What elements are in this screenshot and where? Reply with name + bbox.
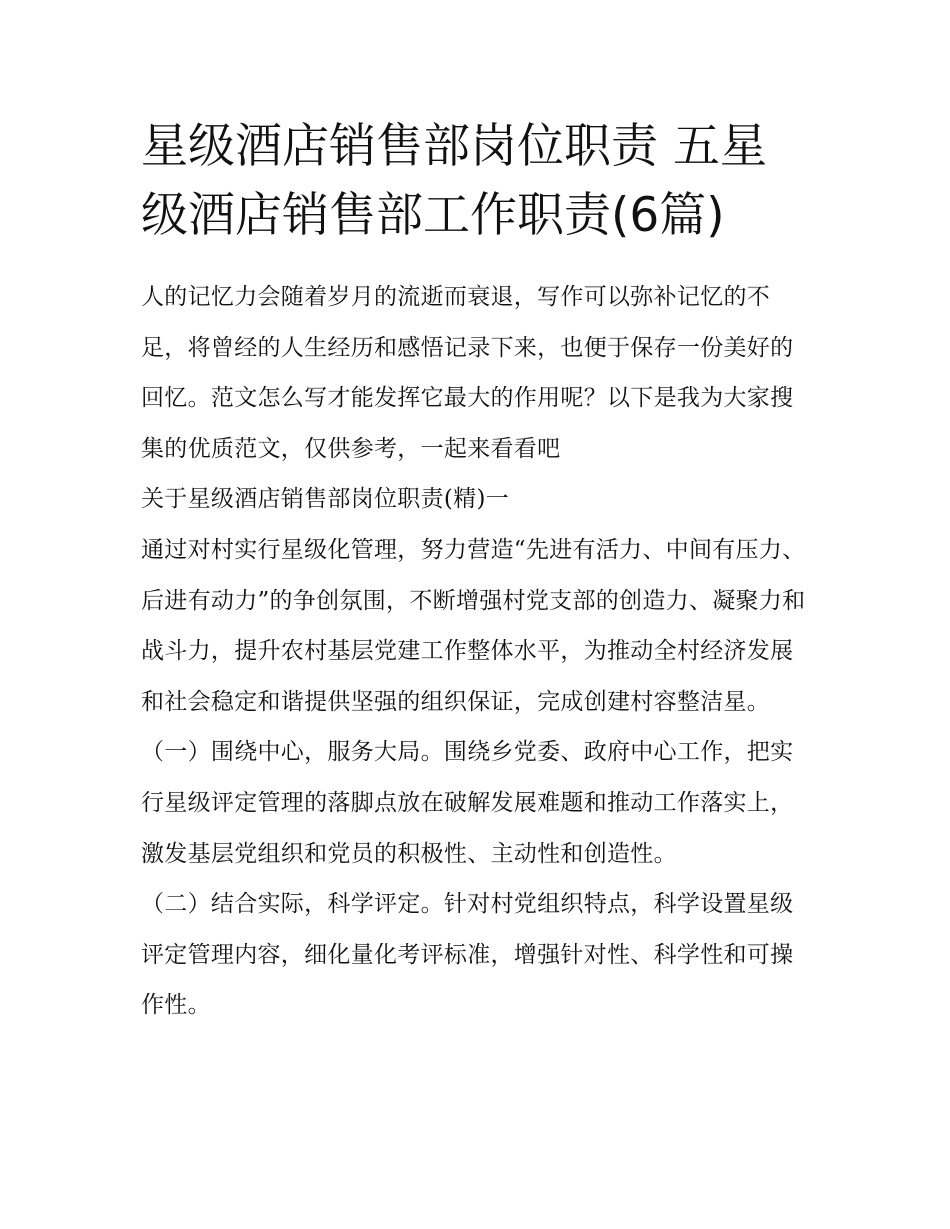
body-paragraph: （一）围绕中心，服务大局。围绕乡党委、政府中心工作，把实行星级评定管理的落脚点放在破解发展难题和推动工作落实上，激发基层党组织和党员的积极性、主动性和创造性。	[141, 739, 794, 867]
body-paragraph: 通过对村实行星级化管理，努力营造“先进有活力、中间有压力、后进有动力”的争创氛围，不断增强村党支部的创造力、凝聚力和战斗力，提升农村基层党建工作整体水平，为推动全村经济发展和社会稳定和谐提供坚强的组织保证，完成创建村容整洁星。	[141, 536, 806, 715]
section-heading: 关于星级酒店销售部岗位职责(精)一	[141, 486, 510, 513]
document-body	[141, 112, 813, 1031]
document-title: 星级酒店销售部岗位职责 五星级酒店销售部工作职责(6篇)	[141, 119, 767, 243]
intro-paragraph: 人的记忆力会随着岁月的流逝而衰退，写作可以弥补记忆的不足，将曾经的人生经历和感悟记录下来，也便于保存一份美好的回忆。范文怎么写才能发挥它最大的作用呢？以下是我为大家搜集的优质范文，仅供参考，一起来看看吧	[141, 284, 794, 462]
body-paragraph: （二）结合实际，科学评定。针对村党组织特点，科学设置星级评定管理内容，细化量化考评标准，增强针对性、科学性和可操作性。	[141, 891, 794, 1019]
